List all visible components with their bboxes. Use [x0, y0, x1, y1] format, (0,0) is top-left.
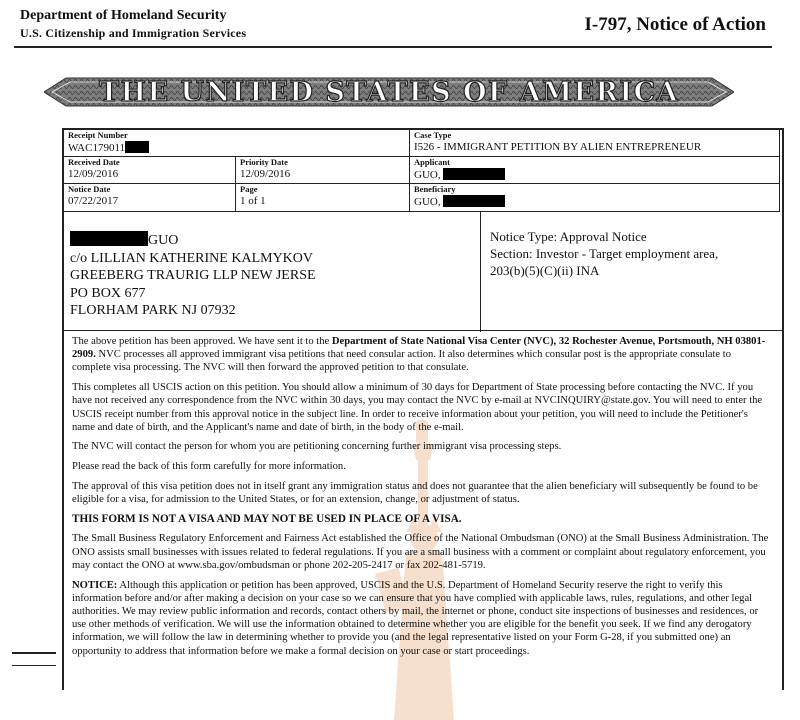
paragraph-notice: NOTICE: Although this application or petition has been approved, USCIS and the U.S. Department of Homeland Security reserve the right to verify this information before and/or after making a decision on your case so we can ensure that you have complied with applicable laws, rules, regulations, and other legal authorities. We may review public information and records, contact others by mail, the internet or phone, conduct site inspections of businesses and residences, or use other methods of verification. We will use the information obtained to determine whether you are eligible for the benefit you seek. If we find any derogatory information, we will follow the law in determining whether to provide you (and the legal representative listed on your Form G-28, if you submitted one) an opportunity to address that information before we make a formal decision on your case or start proceedings.	[72, 579, 759, 657]
paragraph-read-back: Please read the back of this form carefully for more information.	[72, 461, 346, 473]
notice-section-line-2: 203(b)(5)(C)(ii) INA	[490, 263, 600, 278]
page-cell	[236, 184, 410, 212]
redaction-box	[125, 141, 149, 153]
applicant-label: Applicant	[414, 157, 450, 167]
priority-date-cell	[236, 157, 410, 184]
applicant-cell	[410, 157, 780, 184]
notice-document	[62, 128, 784, 690]
page-label: Page	[240, 184, 258, 194]
case-type-cell	[410, 130, 780, 157]
paragraph-uscis-action: This completes all USCIS action on this petition. You should allow a minimum of 30 days for Department of State processing before contacting the NVC. If you have not received any correspondence from the NVC within 30 days, you may contact the NVC by e-mail at NVCINQUIRY@state.gov. You will need to enter the USCIS receipt number from this approval notice in the subject line. In order to receive information about your petition, you will need to include the Petitioner's name and date of birth, and the Applicant's name and date of birth, in the body of the e-mail.	[72, 382, 763, 433]
page-value: 1 of 1	[240, 195, 266, 207]
redaction-box	[443, 168, 505, 180]
banner-text: THE UNITED STATES OF AMERICA	[98, 77, 680, 108]
beneficiary-value: GUO,	[414, 196, 441, 208]
usa-banner	[44, 72, 734, 112]
notice-section-line-1: Section: Investor - Target employment area,	[490, 246, 719, 261]
paragraph-approval-disclaimer: The approval of this visa petition does not in itself grant any immigration status and does not guarantee that the alien beneficiary will subsequently be found to be eligible for a visa, for admission to the United States, or for an extension, change, or adjustment of status.	[72, 480, 758, 506]
receipt-number-value: WAC179011	[68, 142, 126, 154]
applicant-value: GUO,	[414, 169, 441, 181]
beneficiary-label: Beneficiary	[414, 184, 456, 194]
receipt-number-label: Receipt Number	[68, 130, 128, 140]
priority-date-label: Priority Date	[240, 157, 288, 167]
agency-name: Department of Homeland Security	[20, 8, 227, 23]
paragraph-not-a-visa: THIS FORM IS NOT A VISA AND MAY NOT BE USED IN PLACE OF A VISA.	[72, 512, 462, 525]
address-line-2: c/o LILLIAN KATHERINE KALMYKOV	[70, 250, 314, 266]
address-line-3: GREEBERG TRAURIG LLP NEW JERSE	[70, 268, 316, 283]
notice-type: Notice Type: Approval Notice	[490, 229, 647, 244]
address-line-5: FLORHAM PARK NJ 07932	[70, 303, 236, 318]
redaction-box	[443, 195, 505, 207]
paragraph-nvc-contact: The NVC will contact the person for whom you are petitioning concerning further immigrant visa processing steps.	[72, 441, 562, 453]
header-rule	[14, 46, 772, 48]
mailing-address	[70, 231, 470, 320]
receipt-number-cell	[64, 130, 410, 157]
case-type-value: I526 - IMMIGRANT PETITION BY ALIEN ENTREPRENEUR	[414, 141, 702, 153]
form-title: I-797, Notice of Action	[584, 14, 766, 35]
case-type-label: Case Type	[414, 130, 452, 140]
received-date-value: 12/09/2016	[68, 168, 119, 180]
notice-date-value: 07/22/2017	[68, 195, 119, 207]
notice-type-block	[490, 228, 780, 279]
margin-mark	[12, 652, 56, 654]
notice-date-label: Notice Date	[68, 184, 111, 194]
notice-date-cell	[64, 184, 236, 212]
margin-mark	[12, 665, 56, 667]
paragraph-nvc: The above petition has been approved. We have sent it to the Department of State National Visa Center (NVC), 32 Rochester Avenue, Portsmouth, NH 03801-2909. NVC processes all approved immigrant visa petitions that need consular action. It also determines which consular post is the appropriate consulate to complete visa processing. The NVC will then forward the approved petition to that consulate.	[72, 336, 766, 374]
received-date-label: Received Date	[68, 157, 120, 167]
sub-agency-name: U.S. Citizenship and Immigration Services	[20, 26, 247, 40]
priority-date-value: 12/09/2016	[240, 168, 291, 180]
margin-marks	[12, 652, 56, 677]
notice-body	[72, 335, 772, 664]
address-line-4: PO BOX 677	[70, 285, 146, 301]
beneficiary-cell	[410, 184, 780, 212]
received-date-cell	[64, 157, 236, 184]
paragraph-ombudsman: The Small Business Regulatory Enforcement and Fairness Act established the Office of the National Ombudsman (ONO) at the Small Business Administration. The ONO assists small businesses with issues related to federal regulations. If you are a small business with a comment or complaint about regulatory enforcement, you may contact the ONO at www.sba.gov/ombudsman or phone 202-205-2417 or fax 202-481-5719.	[72, 533, 769, 571]
address-line-1: GUO	[148, 233, 179, 248]
body-divider	[64, 330, 782, 331]
redaction-box	[70, 231, 148, 246]
address-divider	[480, 212, 481, 332]
